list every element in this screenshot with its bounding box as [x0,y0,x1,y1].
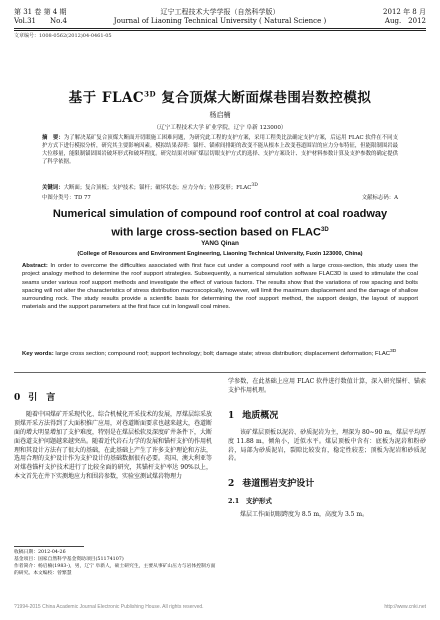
subsection-title: 支护形式 [245,497,272,506]
copyright-notice: ?1994-2015 China Academic Journal Electronic Publishing House. All rights reserved. [14,604,204,610]
geology-paragraph: 该矿煤层顶板以泥岩、砂质泥岩为主，埋深为 80~90 m，煤层平均厚度 11.88 m，倾角小，近似水平。煤层顶板中含有：底板为泥岩和粉砂岩，局部为砂质泥岩，裂隙比较发育，稳定性较差；顶板为泥岩和砂质泥岩。 [228,428,426,463]
volume-en: Vol.31 No.4 [14,17,67,25]
section-title: 巷道围岩支护设计 [242,479,315,490]
section-number: 0 [14,393,21,403]
abstract-separator [14,372,426,373]
english-title-superscript: 3D [320,227,329,233]
english-abstract-label: Abstract: [22,263,48,269]
footnote-bio: 作者简介：杨启楠(1983-)，男，辽宁 阜新人，硕士研究生，主要从事矿山压力与岩体控制方面的研究。本文编校：曾繁慧 [14,564,216,576]
english-keywords-label: Key words: [22,350,54,357]
header-row-cn [14,8,426,17]
chinese-keywords-text: 大断面；复合顶板；支护技术；锚杆；破坏状态；应力分布；位移变形；FLAC [63,184,252,191]
classification-row [42,193,398,201]
english-title-line2-wrap [20,222,420,241]
chinese-title-superscript: 3D [144,89,157,99]
footnote-received: 收稿日期：2012-04-26 [14,550,66,555]
introduction-continued: 学参数，在此基础上应用 FLAC 软件进行数值计算，深入研究锚杆、锚索支护作用机理。 [228,378,426,394]
english-title-line2: with large cross-section based on FLAC [111,226,321,239]
issue-date-cn: 2012 年 8 月 [383,8,426,16]
header-rule-thin [14,30,426,31]
support-form-paragraph: 煤层工作面切眼跨度为 8.5 m，高度为 3.5 m。 [240,511,369,519]
english-keywords [22,348,418,358]
chinese-abstract-label: 摘 要： [42,135,64,141]
english-title-line1: Numerical simulation of compound roof control at coal roadway [52,208,388,220]
english-title [20,206,420,241]
subsection-heading-support-form [228,497,426,506]
volume-cn: 第 31 卷 第 4 期 [14,8,67,16]
chinese-title [0,86,440,106]
english-abstract-text: In order to overcome the difficulties associated with first face cut under a compound roof with a large cross-section, this study uses the project analogy method to determine the roof support strategies. Subsequently, a numerical simulation software FLAC3D is used to stimulate the coal seams under various roof support methods and investigate the effect of various factors. The results show that the variations of row spacing and bolts spacing will not alter the characteristics of stress distribution macroscopically, however, will limit the maximum displacement and the damage of shallow surrounding rock. The study results provide a scientific basis for determining the roof support method, the support design, the layout of support materials and the support parameters at the first face cut in longwall coal mines. [22,263,418,311]
section-heading-geology [228,412,426,421]
clc-number: 中图分类号：TD 77 [42,195,91,201]
chinese-abstract-text: 为了解决某矿复合顶煤大断面开切眼施工困难问题，为研究此工程的支护方案，采用工程类比法确定支护方案，后运用 FLAC 软件在不同支护方式下进行模拟分析，研究其主要影响因素。模拟结果表明：锚杆、锚索间排距的改变不能从根本上改变巷道围岩的应力分布特征，但能限制围岩最大位移量，能限制锚固围岩破坏形式和破坏程度。研究结果对该矿煤层切眼支护方式的选择、支护方案设计、支护材料参数计算及支护参数的确定提供了科学依据。 [42,135,398,165]
footnote [14,549,219,577]
journal-name-en: Journal of Liaoning Technical University ( Natural Science ) [113,17,327,25]
section-title: 引 言 [28,393,56,403]
header-rule-thick [14,28,426,29]
footnote-fund: 基金项目：国家自然科学基金资助项目(51174107) [14,557,124,562]
english-abstract [22,262,418,312]
subsection-number: 2.1 [228,497,240,506]
introduction-paragraph: 随着中国煤矿开采现代化、综合机械化开采技术的发展，厚煤层综采放顶煤开采方法得到了大面积推广应用，对巷道断面要求也越来越大，巷道断面的增大明显增加了支护难度，特别是在煤层松软及深度矿井条件下，大断面巷道支护问题越来越突出。随着近代岩石力学的发展和锚杆支护的作用机理和其设计方法有了很大的基础，在此基础上产生了许多支护理论和方法，选用合理的支护设计作为支护设计的基础数据很有必要。英国、澳大利亚等对煤巷锚杆支护技术进行了比较全面的研究，其锚杆支护率达 90%以上，本文首先在井下实测地应力和围岩参数，实验室测试煤岩物理力 [14,410,213,481]
chinese-keywords-label: 关键词： [42,184,64,191]
header-row-en [14,17,426,26]
chinese-keywords-superscript: 3D [251,183,258,188]
chinese-title-part1: 基于 FLAC [68,90,145,106]
english-keywords-text: large cross section; compound roof; support technology; bolt; damage state; stress distribution; displacement deformation; FLAC [53,350,391,357]
journal-name-cn: 辽宁工程技术大学学报（自然科学版） [160,8,280,16]
english-keywords-superscript: 3D [390,349,397,354]
section-heading-support-design [228,480,426,489]
section-title: 地质概况 [242,410,279,421]
english-affiliation: (College of Resources and Environment Engineering, Liaoning Technical University, Fuxin 123000, China) [77,251,363,257]
footnote-rule [14,546,84,547]
section-heading-introduction [14,394,212,403]
chinese-title-part2: 复合顶煤大断面煤巷围岩数控模拟 [156,90,372,106]
document-code: 文献标志码：A [361,195,398,201]
chinese-affiliation: （辽宁工程技术大学 矿业学院，辽宁 阜新 123000） [153,125,287,131]
page-footer [0,604,440,610]
english-author: YANG Qinan [201,240,239,247]
chinese-abstract [42,134,398,166]
body-column-left [14,378,212,482]
article-number: 文章编号：1008-0562(2012)04-0461-05 [14,33,112,39]
chinese-author: 杨启楠 [209,111,231,119]
section-number: 1 [228,410,235,421]
footer-url[interactable]: http://www.cnki.net [384,604,426,610]
section-number: 2 [228,479,235,490]
body-column-right [228,378,426,520]
issue-date-en: Aug. 2012 [384,17,426,25]
chinese-keywords [42,182,398,192]
